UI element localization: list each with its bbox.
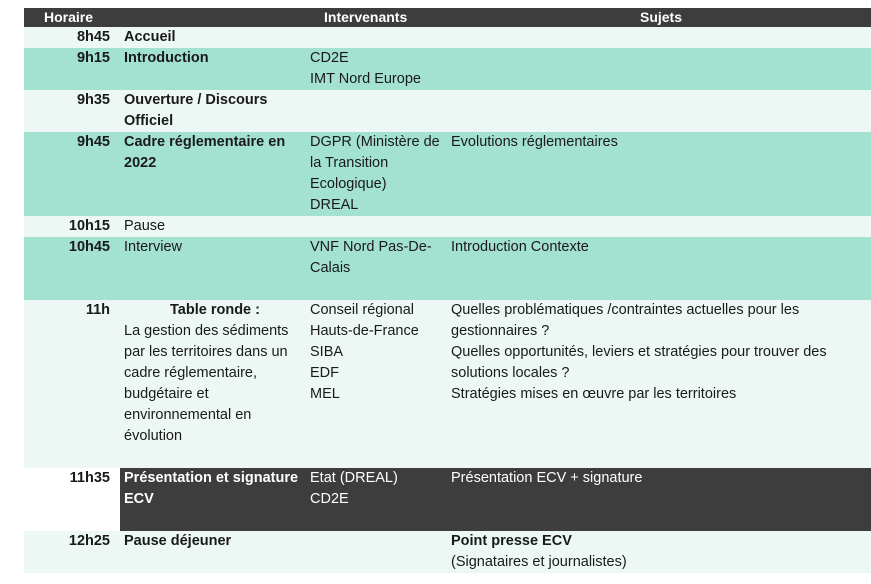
table-row [24,132,871,216]
topic: Présentation ECV + signature [451,470,643,486]
header-speakers: Intervenants [306,8,447,27]
row-session: Ouverture / Discours Officiel [124,92,268,129]
row-topics [447,132,871,216]
speaker: Conseil régional Hauts-de-France [310,302,419,339]
topic: Introduction Contexte [451,239,589,255]
row-speakers [306,468,447,531]
header-topics: Sujets [447,8,871,27]
row-session: Présentation et signature ECV [124,470,299,507]
row-time: 8h45 [76,29,110,45]
topic: (Signataires et journalistes) [451,554,627,570]
topic: Quelles problématiques /contraintes actuelles pour les gestionnaires ? [451,302,800,339]
row-time: 9h15 [76,50,110,66]
row-speakers [306,48,447,90]
agenda-table [24,8,871,573]
row-topics [447,300,871,468]
row-session: Cadre réglementaire en 2022 [124,134,286,171]
table-row [24,216,871,237]
row-session [120,300,306,468]
speaker: DGPR (Ministère de la Transition Ecologique) [310,134,440,192]
row-time: 9h45 [76,134,110,150]
table-row [24,27,871,48]
table-row [24,90,871,132]
row-topics [447,48,871,90]
row-topics [447,27,871,48]
topic: Stratégies mises en œuvre par les territoires [451,386,737,402]
speaker: IMT Nord Europe [310,71,421,87]
table-row [24,48,871,90]
header-session [120,8,306,27]
round-table-description: La gestion des sédiments par les territoires dans un cadre réglementaire, budgétaire et environnemental en évolution [124,323,289,444]
row-topics [447,468,871,531]
row-time: 11h [85,302,110,318]
table-row [24,531,871,573]
table-row [24,468,871,531]
row-speakers [306,90,447,132]
header-row [24,8,871,27]
topic-heading: Point presse ECV [451,533,572,549]
row-session: Introduction [124,50,209,66]
row-speakers [306,216,447,237]
row-topics [447,90,871,132]
row-session: Pause déjeuner [124,533,232,549]
row-speakers [306,27,447,48]
row-time: 12h25 [68,533,110,549]
speaker: SIBA [310,344,344,360]
speaker: MEL [310,386,340,402]
speaker: CD2E [310,50,349,66]
row-speakers [306,132,447,216]
row-session: Interview [124,239,183,255]
row-topics [447,216,871,237]
row-time: 10h15 [68,218,110,234]
table-row [24,300,871,468]
row-topics [447,237,871,300]
row-speakers [306,237,447,300]
speaker: VNF Nord Pas-De-Calais [310,239,432,276]
row-session: Accueil [124,29,176,45]
row-speakers [306,300,447,468]
speaker: CD2E [310,491,349,507]
row-speakers [306,531,447,573]
topic: Quelles opportunités, leviers et stratégies pour trouver des solutions locales ? [451,344,827,381]
header-time: Horaire [24,8,120,27]
table-row [24,237,871,300]
row-topics [447,531,871,573]
row-time: 11h35 [24,468,120,531]
speaker: EDF [310,365,339,381]
round-table-title: Table ronde : [170,302,260,318]
row-time: 10h45 [68,239,110,255]
topic: Evolutions réglementaires [451,134,618,150]
speaker: DREAL [310,197,359,213]
row-session: Pause [124,218,166,234]
row-time: 9h35 [76,92,110,108]
speaker: Etat (DREAL) [310,470,398,486]
